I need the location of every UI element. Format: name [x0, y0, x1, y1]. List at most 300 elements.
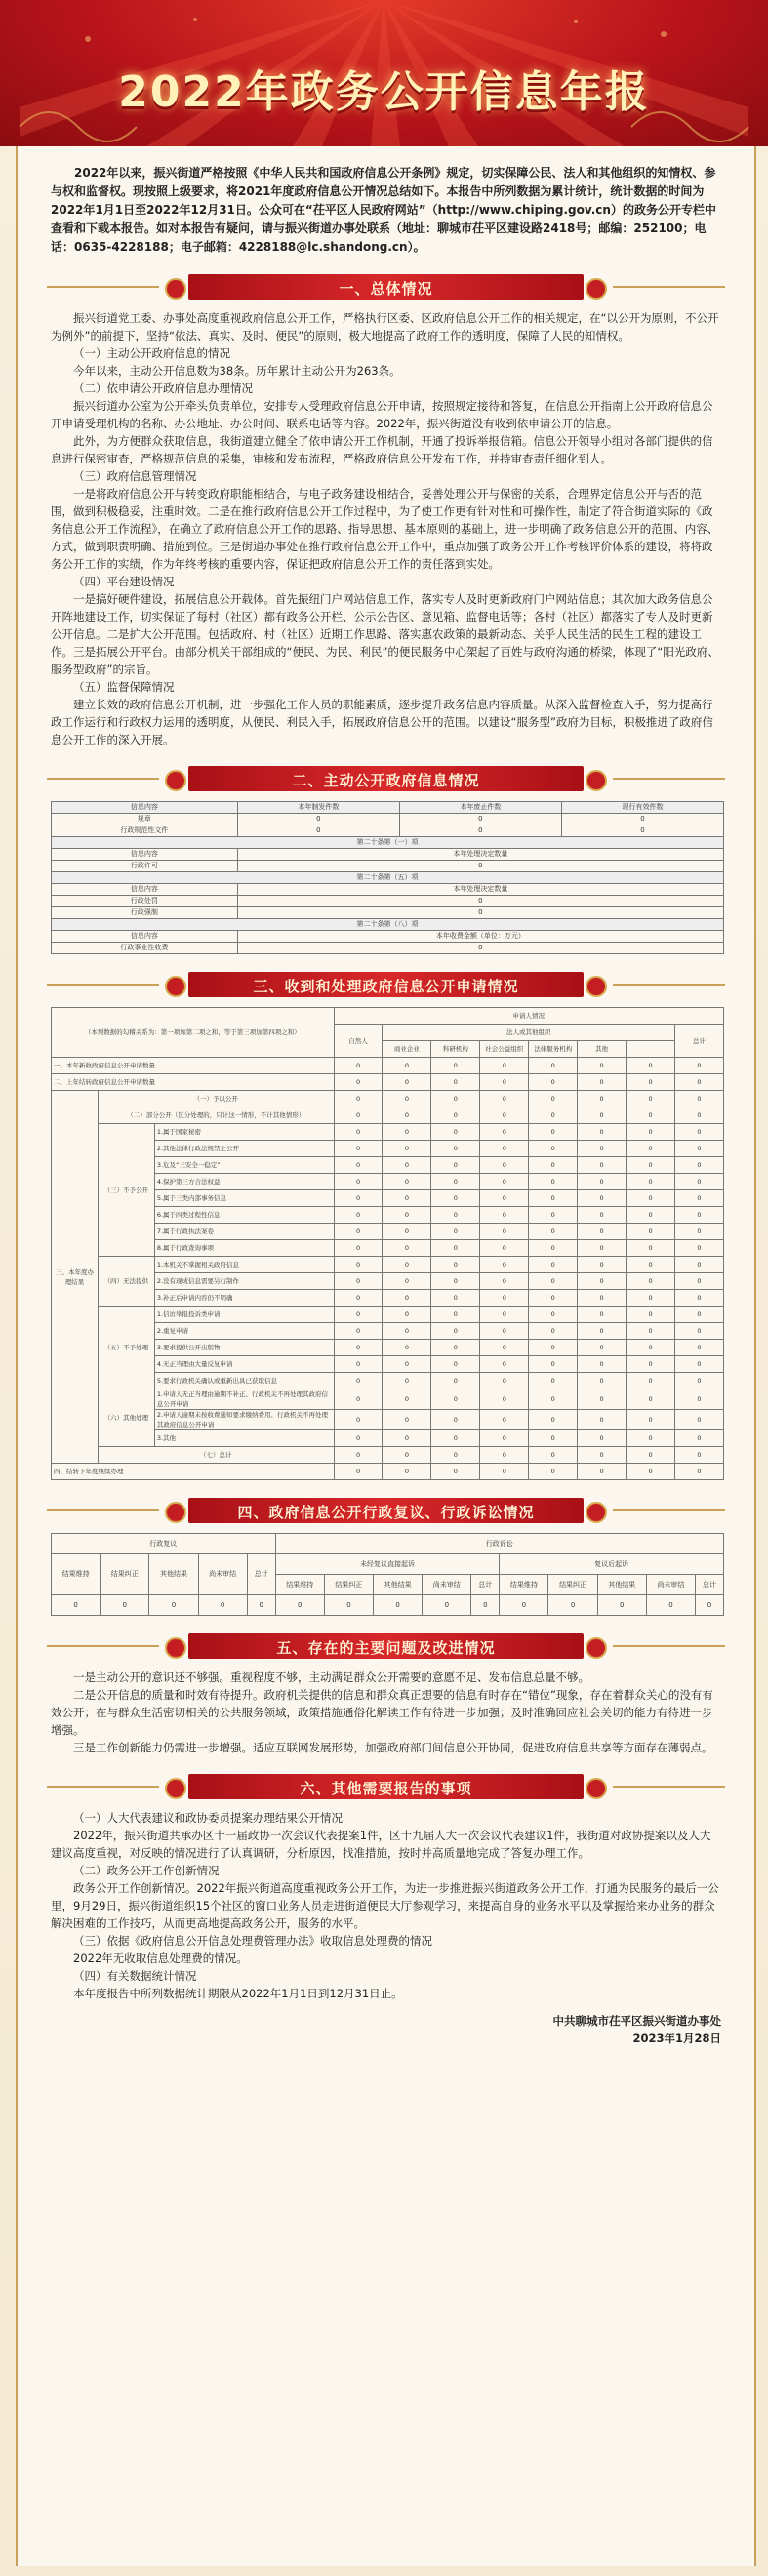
table-cell: 0 [675, 1224, 724, 1240]
table-cell: 0 [529, 1273, 578, 1290]
table-cell: 0 [237, 943, 723, 954]
table-cell: 8.属于行政查询事项 [154, 1240, 334, 1257]
table-cell: 0 [627, 1157, 675, 1174]
table-cell: 0 [627, 1389, 675, 1410]
table-cell [627, 1041, 675, 1058]
table-cell: 0 [480, 1224, 529, 1240]
table-cell: 0 [399, 825, 561, 837]
table-cell: 0 [578, 1190, 627, 1207]
paragraph: 本年度报告中所列数据统计期限从2022年1月1日到12月31日止。 [73, 1987, 403, 2000]
table-row [52, 1257, 724, 1273]
table-cell: 0 [675, 1058, 724, 1074]
table-cell: 0 [383, 1074, 431, 1091]
table-cell: 3.补正后申请内容仍不明确 [154, 1290, 334, 1307]
table-cell: 0 [431, 1240, 480, 1257]
table-cell: 0 [334, 1091, 383, 1107]
table-cell: 行政规范性文件 [52, 825, 238, 837]
paragraph: 政务公开工作创新情况。2022年振兴街道高度重视政务公开工作，为进一步推进振兴街道政务公开工作，打通为民服务的最后一公里，9月29日，振兴街道组织15个社区的窗口业务人员走进街道便民大厅参观学习，来提高自身的业务水平以及掌握给来办业务的群众解决困难的工作技巧，从而更高地提高政务公开，服务的水平。 [51, 1881, 719, 1930]
table-cell: 0 [578, 1074, 627, 1091]
table-cell: 0 [675, 1356, 724, 1373]
table-row [52, 931, 724, 943]
section-body-5 [51, 1669, 721, 1756]
table-cell: 0 [383, 1174, 431, 1190]
table-cell: 0 [675, 1410, 724, 1430]
table-cell: 0 [529, 1464, 578, 1480]
section-header-5 [18, 1630, 754, 1663]
table-cell: （二）部分公开（区分处理的，只计这一情形，不计其他情形） [98, 1107, 334, 1124]
table-cell: 0 [578, 1157, 627, 1174]
table-cell: 0 [237, 825, 399, 837]
table-cell: 0 [561, 814, 723, 825]
table-cell: 0 [578, 1174, 627, 1190]
table-cell: 0 [578, 1058, 627, 1074]
table-cell: 1.属于国家秘密 [154, 1124, 334, 1141]
table-cell: 本年处理决定数量 [237, 884, 723, 896]
title-banner [0, 0, 768, 146]
section-body-6 [51, 1809, 721, 2002]
table-cell: 科研机构 [431, 1041, 480, 1058]
table-cell: 0 [529, 1389, 578, 1410]
table-cell: 复议后起诉 [500, 1554, 724, 1575]
table-cell: 0 [431, 1174, 480, 1190]
table-cell: 0 [529, 1207, 578, 1224]
table-cell: 0 [675, 1273, 724, 1290]
table-cell: 0 [578, 1257, 627, 1273]
table-cell: 0 [431, 1224, 480, 1240]
table-cell: 0 [627, 1273, 675, 1290]
table-cell: 0 [374, 1595, 423, 1616]
table-cell: 本年废止件数 [399, 802, 561, 814]
table-cell: 信息内容 [52, 931, 238, 943]
table-cell: 0 [431, 1410, 480, 1430]
table-cell: 0 [675, 1464, 724, 1480]
section-title-2: 二、主动公开政府信息情况 [292, 772, 480, 789]
table-cell: 3.危及“三安全一稳定” [154, 1157, 334, 1174]
section-title-5: 五、存在的主要问题及改进情况 [276, 1639, 496, 1657]
subheading: （四）平台建设情况 [73, 575, 175, 588]
table-cell: 0 [675, 1430, 724, 1447]
section-title-4: 四、政府信息公开行政复议、行政诉讼情况 [237, 1504, 535, 1521]
table-cell: 0 [334, 1389, 383, 1410]
table-row [52, 1389, 724, 1410]
table-cell: 0 [627, 1340, 675, 1356]
table-cell: 结果维持 [275, 1575, 324, 1595]
table-cell: 0 [431, 1464, 480, 1480]
table-cell: 0 [52, 1595, 101, 1616]
review-lawsuit-table [51, 1533, 724, 1616]
table-cell: 0 [431, 1340, 480, 1356]
table-cell: 0 [578, 1207, 627, 1224]
table-row [52, 802, 724, 814]
subheading: （三）政府信息管理情况 [73, 469, 197, 483]
table-cell: 0 [334, 1124, 383, 1141]
table-cell: 其他结果 [374, 1575, 423, 1595]
table-cell: 0 [431, 1157, 480, 1174]
table-cell: 0 [334, 1174, 383, 1190]
table-row [52, 907, 724, 919]
paragraph: 一是搞好硬件建设，拓展信息公开载体。首先振纽门户网站信息工作，落实专人及时更新政府门户网站信息；其次加大政务信息公开阵地建设工作，切实保证了每村（社区）都有政务公开栏、公示公告区、意见箱、监督电话等；各村（社区）都落实了专人及时更新公开信息。二是扩大公开范围。包括政府、村（社区）近期工作思路、落实惠农政策的最新动态、关乎人民生活的民生工程的建设工作。三是拓展公开平台。由部分机关干部组成的“便民、为民、利民”的便民服务中心架起了百姓与政府沟通的桥梁，体现了“阳光政府、服务型政府”的宗旨。 [51, 592, 719, 676]
paragraph: 振兴街道党工委、办事处高度重视政府信息公开工作，严格执行区委、区政府信息公开工作的相关规定，在“以公开为原则，不公开为例外”的前提下，坚持“依法、真实、及时、便民”的原则，极大地提高了政府工作的透明度，保障了人民的知情权。 [51, 311, 719, 342]
table-cell: 0 [334, 1290, 383, 1307]
table-cell: 法人或其他组织 [383, 1025, 675, 1041]
table-cell: 0 [383, 1290, 431, 1307]
table-cell: 0 [431, 1141, 480, 1157]
table-cell: 0 [480, 1207, 529, 1224]
table-row [52, 1534, 724, 1554]
issuing-organization: 中共聊城市茌平区振兴街道办事处 [552, 2014, 721, 2028]
table-cell: 0 [529, 1174, 578, 1190]
table-cell: 0 [529, 1157, 578, 1174]
table-cell: 0 [480, 1141, 529, 1157]
table-cell: 0 [480, 1410, 529, 1430]
table-row [52, 872, 724, 884]
subheading: （五）监督保障情况 [73, 680, 175, 694]
table-cell: 结果维持 [52, 1554, 101, 1595]
table-cell: 4.无正当理由大量反复申请 [154, 1356, 334, 1373]
table-cell: 规章 [52, 814, 238, 825]
table-row [52, 837, 724, 849]
table-cell: 自然人 [334, 1025, 383, 1058]
table-cell: 0 [480, 1290, 529, 1307]
table-cell: 0 [334, 1430, 383, 1447]
table-cell: 第二十条第（一）项 [52, 837, 724, 849]
table-cell: 总计 [471, 1575, 500, 1595]
table-cell: 5.属于三类内部事务信息 [154, 1190, 334, 1207]
table-cell: 0 [480, 1257, 529, 1273]
table-cell: 0 [500, 1595, 548, 1616]
table-corner-cell: （本列数据的勾稽关系为：第一项加第二项之和，等于第三项加第四项之和） [52, 1008, 335, 1058]
table-cell: 0 [578, 1373, 627, 1389]
paragraph: 2022年无收取信息处理费的情况。 [73, 1952, 248, 1965]
table-row [52, 861, 724, 872]
table-cell: 0 [529, 1141, 578, 1157]
table-cell: 0 [578, 1356, 627, 1373]
table-row [52, 1307, 724, 1323]
table-cell: 0 [578, 1091, 627, 1107]
table-cell: 0 [334, 1464, 383, 1480]
report-paper [16, 146, 756, 2566]
table-cell: 0 [383, 1141, 431, 1157]
table-cell: 0 [101, 1595, 149, 1616]
table-row [52, 1058, 724, 1074]
table-cell: 0 [383, 1410, 431, 1430]
signature-block [18, 2012, 721, 2047]
table-row [52, 849, 724, 861]
subheading: （二）政务公开工作创新情况 [73, 1864, 220, 1877]
table-cell: 0 [431, 1373, 480, 1389]
table-cell: 信息内容 [52, 849, 238, 861]
paragraph: 一是主动公开的意识还不够强。重视程度不够，主动满足群众公开需要的意愿不足、发布信息总量不够。 [73, 1670, 589, 1684]
table-cell: 0 [675, 1141, 724, 1157]
table-cell: 3.要求提供公开出版物 [154, 1340, 334, 1356]
table-cell: 0 [529, 1224, 578, 1240]
table-cell: 申请人情况 [334, 1008, 723, 1025]
table-cell: 1.申请人无正当理由逾期不补正、行政机关不再处理其政府信息公开申请 [154, 1389, 334, 1410]
table-cell: 社会公益组织 [480, 1041, 529, 1058]
table-cell: 0 [529, 1356, 578, 1373]
table-cell: 0 [334, 1141, 383, 1157]
table-cell: 信息内容 [52, 802, 238, 814]
table-cell: 0 [627, 1141, 675, 1157]
table-cell: 0 [334, 1240, 383, 1257]
table-cell: 其他结果 [597, 1575, 646, 1595]
table-cell: 0 [431, 1190, 480, 1207]
table-cell: 0 [480, 1356, 529, 1373]
table-row [52, 814, 724, 825]
table-cell: 0 [578, 1141, 627, 1157]
table-cell: 0 [529, 1447, 578, 1464]
table-cell: 0 [675, 1257, 724, 1273]
table-cell: 0 [529, 1107, 578, 1124]
subheading: （二）依申请公开政府信息办理情况 [73, 382, 253, 395]
table-cell: 本年处理决定数量 [237, 849, 723, 861]
table-cell: 结果纠正 [101, 1554, 149, 1595]
table-cell: 0 [480, 1389, 529, 1410]
table-cell: 0 [480, 1074, 529, 1091]
table-cell: 0 [237, 896, 723, 907]
table-cell: （五）不予处理 [98, 1307, 154, 1389]
table-cell: 0 [334, 1410, 383, 1430]
table-cell: 0 [480, 1323, 529, 1340]
table-cell: 0 [578, 1430, 627, 1447]
table-cell: 0 [334, 1107, 383, 1124]
table-cell: 0 [334, 1257, 383, 1273]
table-cell: 0 [578, 1224, 627, 1240]
table-cell: 0 [431, 1207, 480, 1224]
table-cell: 0 [431, 1389, 480, 1410]
table-cell: 0 [627, 1107, 675, 1124]
table-cell: 0 [334, 1207, 383, 1224]
table-cell: 0 [431, 1447, 480, 1464]
table-cell: 其他结果 [149, 1554, 198, 1595]
table-cell: 0 [627, 1430, 675, 1447]
table-cell: 0 [529, 1307, 578, 1323]
table-cell: 0 [431, 1323, 480, 1340]
table-cell: 0 [431, 1356, 480, 1373]
table-cell: 未经复议直接起诉 [275, 1554, 500, 1575]
table-cell: 本年制发件数 [237, 802, 399, 814]
table-row [52, 943, 724, 954]
table-cell: 5.要求行政机关确认或重新出具已获取信息 [154, 1373, 334, 1389]
table-cell: 0 [646, 1595, 695, 1616]
table-cell: 0 [627, 1058, 675, 1074]
paragraph: 建立长效的政府信息公开机制，进一步强化工作人员的职能素质，逐步提升政务信息内容质量。从深入监督检查入手，努力提高行政工作运行和行政权力运用的透明度，从便民、利民入手，拓展政府信息公开的范围。以建设“服务型”政府为目标，积极推进了政府信息公开工作的深入开展。 [51, 698, 713, 746]
table-cell: 尚未审结 [198, 1554, 247, 1595]
table-cell: 0 [675, 1240, 724, 1257]
table-cell: 0 [334, 1074, 383, 1091]
table-cell: 一、本年新收政府信息公开申请数量 [52, 1058, 335, 1074]
table-cell: 0 [578, 1340, 627, 1356]
table-cell: 尚未审结 [646, 1575, 695, 1595]
table-cell: 0 [237, 861, 723, 872]
table-cell: 0 [480, 1124, 529, 1141]
table-cell: 0 [431, 1058, 480, 1074]
table-cell: 0 [480, 1091, 529, 1107]
table-cell: 三、本年度办理结果 [52, 1091, 99, 1464]
section-header-3 [18, 968, 754, 1001]
table-cell: 0 [529, 1373, 578, 1389]
table-row [52, 1074, 724, 1091]
table-cell: 0 [529, 1290, 578, 1307]
table-cell: 0 [334, 1356, 383, 1373]
table-cell: 0 [627, 1174, 675, 1190]
intro-text: 2022年以来，振兴街道严格按照《中华人民共和国政府信息公开条例》规定，切实保障公民、法人和其他组织的知情权、参与权和监督权。现按照上级要求，将2021年度政府信息公开情况总结如下。本报告中所列数据为累计统计，统计数据的时间为2022年1月1日至2022年12月31日。公众可在“茌平区人民政府网站”（http://www.chiping.gov.cn）的政务公开专栏中查看和下载本报告。如对本报告有疑问，请与振兴街道办事处联系（地址：聊城市茌平区建设路2418号；邮编：252100；电话：0635-4228188；电子邮箱：4228188@lc.shandong.cn）。 [51, 166, 716, 254]
table-cell: 行政事业性收费 [52, 943, 238, 954]
table-cell: 0 [383, 1447, 431, 1464]
section-header-2 [18, 762, 754, 795]
table-row [52, 1464, 724, 1480]
table-cell: 0 [675, 1307, 724, 1323]
table-cell: 0 [675, 1190, 724, 1207]
table-cell: 0 [383, 1224, 431, 1240]
table-cell: 总计 [247, 1554, 275, 1595]
table-cell: 0 [334, 1323, 383, 1340]
table-row [52, 1447, 724, 1464]
table-cell: 2.重复申请 [154, 1323, 334, 1340]
table-cell: 尚未审结 [423, 1575, 471, 1595]
table-cell: 0 [675, 1389, 724, 1410]
table-cell: 0 [334, 1273, 383, 1290]
table-cell: 0 [383, 1430, 431, 1447]
table-cell: 0 [383, 1058, 431, 1074]
table-cell: 0 [578, 1124, 627, 1141]
table-cell: 0 [480, 1307, 529, 1323]
table-cell: 0 [675, 1107, 724, 1124]
table-cell: 0 [399, 814, 561, 825]
table-cell: 信息内容 [52, 884, 238, 896]
application-handling-table [51, 1007, 724, 1480]
table-cell: 0 [578, 1107, 627, 1124]
section-body-1 [51, 309, 721, 748]
table-cell: 0 [675, 1447, 724, 1464]
page-title: 2022年政务公开信息年报 [118, 67, 650, 117]
table-cell: 6.属于四类过程性信息 [154, 1207, 334, 1224]
table-cell: 总计 [696, 1575, 724, 1595]
table-cell: 7.属于行政执法案卷 [154, 1224, 334, 1240]
table-cell: 2.申请人逾期未按收费通知要求缴纳费用、行政机关不再处理其政府信息公开申请 [154, 1410, 334, 1430]
table-cell: 0 [627, 1356, 675, 1373]
table-cell: 0 [334, 1447, 383, 1464]
table-cell: 0 [529, 1257, 578, 1273]
table-cell: 0 [334, 1307, 383, 1323]
table-row [52, 1107, 724, 1124]
subheading: （四）有关数据统计情况 [73, 1969, 197, 1983]
table-row [52, 1008, 724, 1025]
paragraph: 三是工作创新能力仍需进一步增强。适应互联网发展形势，加强政府部门间信息公开协同，促进政府信息共享等方面存在薄弱点。 [73, 1741, 713, 1754]
table-row [52, 1124, 724, 1141]
table-cell: 0 [383, 1464, 431, 1480]
table-cell: 0 [431, 1290, 480, 1307]
table-cell: 0 [696, 1595, 724, 1616]
paragraph: 今年以来，主动公开信息数为38条。历年累计主动公开为263条。 [73, 364, 401, 378]
table-row [52, 1554, 724, 1575]
table-cell: 0 [675, 1074, 724, 1091]
table-cell: 0 [471, 1595, 500, 1616]
table-cell: 结果纠正 [324, 1575, 373, 1595]
table-cell: 0 [383, 1091, 431, 1107]
table-cell: 0 [334, 1058, 383, 1074]
table-cell: 0 [627, 1190, 675, 1207]
table-cell: 行政处罚 [52, 896, 238, 907]
table-cell: 0 [627, 1257, 675, 1273]
table-cell: 0 [561, 825, 723, 837]
table-cell: 商业企业 [383, 1041, 431, 1058]
paragraph: 此外，为方便群众获取信息，我街道建立健全了依申请公开工作机制，开通了投诉举报信箱。信息公开领导小组对各部门提供的信息进行保密审查，严格规范信息的采集，审核和发布流程，严格政府信息公开发布工作，并持审查责任细化到人。 [51, 434, 713, 465]
table-cell: 0 [480, 1058, 529, 1074]
table-cell: 0 [578, 1410, 627, 1430]
table-cell: 0 [578, 1290, 627, 1307]
issue-date: 2023年1月28日 [632, 2032, 721, 2045]
table-cell: 3.其他 [154, 1430, 334, 1447]
table-cell: 0 [627, 1207, 675, 1224]
proactive-disclosure-table [51, 801, 724, 954]
table-cell: 结果纠正 [548, 1575, 597, 1595]
table-cell: 0 [383, 1124, 431, 1141]
section-header-6 [18, 1770, 754, 1803]
table-cell: 0 [383, 1273, 431, 1290]
table-cell: 0 [247, 1595, 275, 1616]
table-cell: 0 [627, 1091, 675, 1107]
table-row [52, 884, 724, 896]
table-cell: 0 [480, 1190, 529, 1207]
table-cell: 行政复议 [52, 1534, 276, 1554]
table-cell: 0 [627, 1224, 675, 1240]
section-header-4 [18, 1494, 754, 1527]
table-cell: 0 [578, 1464, 627, 1480]
table-cell: 0 [480, 1340, 529, 1356]
table-cell: 0 [675, 1091, 724, 1107]
subheading: （一）主动公开政府信息的情况 [73, 346, 230, 360]
table-cell: 0 [627, 1307, 675, 1323]
section-header-1 [18, 270, 754, 303]
table-cell: 法律服务机构 [529, 1041, 578, 1058]
table-cell: 本年收费金额（单位：万元） [237, 931, 723, 943]
table-cell: 0 [529, 1074, 578, 1091]
table-cell: 0 [548, 1595, 597, 1616]
table-cell: 0 [578, 1389, 627, 1410]
table-cell: 0 [597, 1595, 646, 1616]
table-row [52, 1595, 724, 1616]
table-cell: 0 [431, 1091, 480, 1107]
table-cell: 0 [675, 1124, 724, 1141]
table-cell: 0 [383, 1157, 431, 1174]
table-cell: 0 [529, 1430, 578, 1447]
table-cell: 0 [431, 1273, 480, 1290]
table-cell: 0 [480, 1273, 529, 1290]
table-cell: 0 [529, 1410, 578, 1430]
table-cell: 0 [529, 1058, 578, 1074]
section-title-6: 六、其他需要报告的事项 [300, 1780, 472, 1797]
table-cell: 0 [578, 1447, 627, 1464]
table-cell: 0 [237, 814, 399, 825]
table-cell: 0 [383, 1257, 431, 1273]
paragraph: 二是公开信息的质量和时效有待提升。政府机关提供的信息和群众真正想要的信息有时存在“错位”现象，存在着群众关心的没有有效公开；在与群众生活密切相关的公共服务领域，政策措施通俗化解读工作有待进一步加强；及时准确回应社会关切的能力有待进一步增强。 [51, 1688, 713, 1737]
table-cell: 行政诉讼 [275, 1534, 723, 1554]
table-cell: 0 [383, 1340, 431, 1356]
table-cell: 0 [627, 1447, 675, 1464]
table-cell: 其他 [578, 1041, 627, 1058]
table-cell: 0 [383, 1389, 431, 1410]
table-cell: 结果维持 [500, 1575, 548, 1595]
table-cell: 0 [324, 1595, 373, 1616]
table-cell: 行政许可 [52, 861, 238, 872]
table-row [52, 825, 724, 837]
paragraph: 振兴街道办公室为公开牵头负责单位，安排专人受理政府信息公开申请，按照规定接待和答复，在信息公开指南上公开政府信息公开申请受理机构的名称、办公地址、办公时间、联系电话等内容。2022年，振兴街道没有收到依申请公开的信息。 [51, 399, 713, 430]
table-cell: 行政强制 [52, 907, 238, 919]
table-cell: 0 [627, 1240, 675, 1257]
table-row [52, 919, 724, 931]
table-cell: 0 [627, 1323, 675, 1340]
